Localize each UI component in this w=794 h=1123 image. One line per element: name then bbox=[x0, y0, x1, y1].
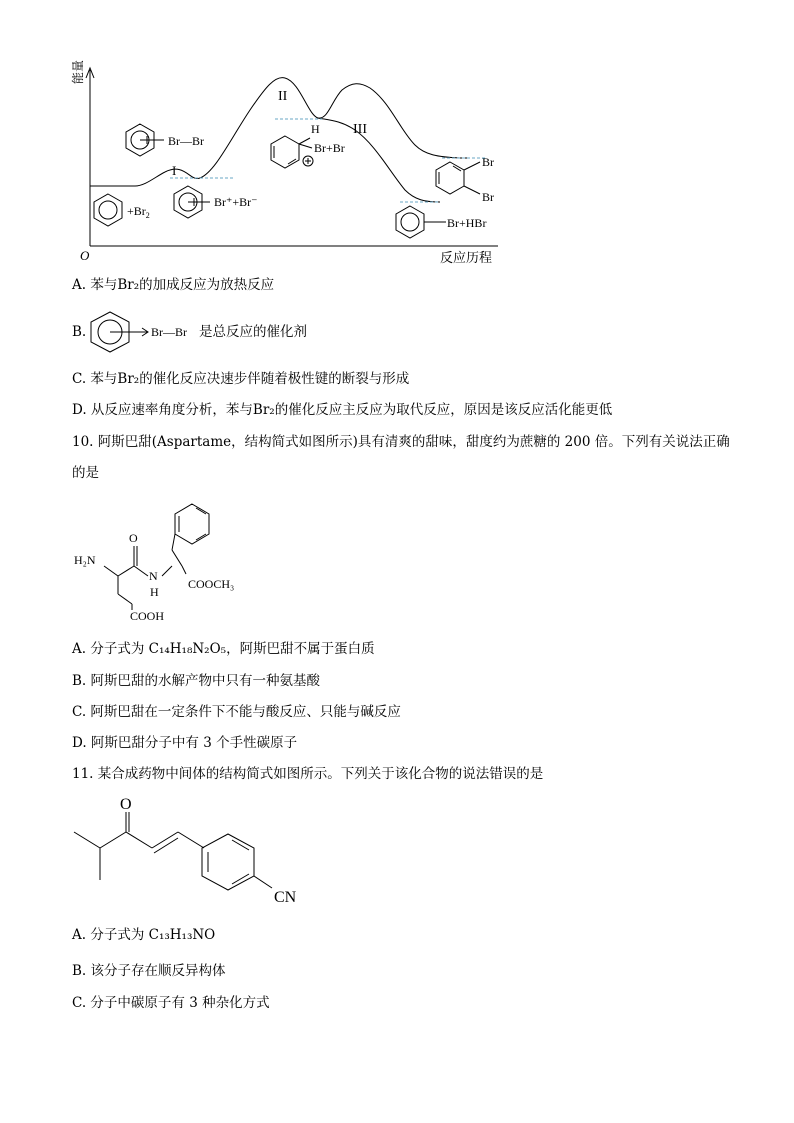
br-hbr-label: Br+HBr bbox=[447, 216, 487, 230]
bromobenzene-product bbox=[396, 206, 446, 238]
label-roman-3: III bbox=[353, 122, 367, 137]
aspartame-o: O bbox=[129, 531, 138, 545]
br-cation-label: Br⁺+Br⁻ bbox=[214, 195, 258, 209]
q11-option-a: A. 分子式为 C₁₃H₁₃NO bbox=[72, 927, 216, 943]
q11-option-b: B. 该分子存在顺反异构体 bbox=[72, 963, 226, 979]
q10-stem-line1: 10. 阿斯巴甜(Aspartame，结构简式如图所示)具有清爽的甜味，甜度约为蔗糖的 200 倍。下列有关说法正确 bbox=[72, 434, 730, 450]
origin-label: O bbox=[80, 248, 90, 263]
q11-option-c: C. 分子中碳原子有 3 种杂化方式 bbox=[72, 995, 270, 1011]
dibromo-br-bottom: Br bbox=[482, 190, 494, 204]
q10-option-b: B. 阿斯巴甜的水解产物中只有一种氨基酸 bbox=[72, 673, 321, 689]
aspartame-h2n: H₂N bbox=[74, 553, 96, 567]
br-br-label: Br—Br bbox=[168, 134, 204, 148]
q11-cn-label: CN bbox=[274, 889, 297, 906]
sigma-complex bbox=[271, 136, 313, 168]
q9-option-b-prefix: B. bbox=[72, 324, 87, 340]
curve-start-segment bbox=[90, 172, 165, 186]
aspartame-h: H bbox=[150, 585, 159, 599]
energy-profile-diagram bbox=[60, 60, 520, 270]
label-roman-2: II bbox=[278, 89, 288, 104]
q11-o-label: O bbox=[120, 796, 132, 813]
q10-option-c: C. 阿斯巴甜在一定条件下不能与酸反应、只能与碱反应 bbox=[72, 704, 401, 720]
y-axis-label: 能量 bbox=[71, 60, 85, 84]
x-axis-label: 反应历程 bbox=[440, 250, 493, 265]
sigma-br-label: Br+Br bbox=[314, 141, 345, 155]
q9-option-b bbox=[72, 323, 86, 341]
curve-substitution-branch bbox=[318, 118, 440, 202]
q10-stem-line2: 的是 bbox=[72, 465, 99, 481]
q9-option-d: D. 从反应速率角度分析，苯与Br₂的催化反应主反应为取代反应，原因是该反应活化能更低 bbox=[72, 402, 613, 418]
benzene-start bbox=[94, 194, 122, 226]
dibromo-product bbox=[436, 162, 480, 194]
dibromo-br-top: Br bbox=[482, 155, 494, 169]
q10-option-a: A. 分子式为 C₁₄H₁₈N₂O₅，阿斯巴甜不属于蛋白质 bbox=[72, 641, 375, 657]
label-roman-1: I bbox=[172, 163, 177, 178]
aspartame-cooch3: COOCH₃ bbox=[188, 577, 235, 591]
aspartame-structure bbox=[72, 498, 262, 626]
q9-option-c: C. 苯与Br₂的催化反应决速步伴随着极性键的断裂与形成 bbox=[72, 371, 410, 387]
q9-option-b-structure bbox=[88, 308, 198, 356]
aspartame-cooh: COOH bbox=[130, 609, 165, 623]
aspartame-n: N bbox=[149, 569, 158, 583]
plus-br2-label: $+Br_2$ bbox=[127, 204, 150, 220]
dashed-levels bbox=[170, 119, 485, 202]
q9-option-b-br-br: Br—Br bbox=[151, 325, 187, 339]
q10-option-d: D. 阿斯巴甜分子中有 3 个手性碳原子 bbox=[72, 735, 298, 751]
q9-option-a: A. 苯与Br₂的加成反应为放热反应 bbox=[72, 277, 275, 293]
q9-option-b-text: 是总反应的催化剂 bbox=[199, 324, 307, 340]
q11-structure bbox=[72, 796, 312, 912]
benzene-bromonium-complex bbox=[174, 186, 210, 218]
benzene-bromine-complex bbox=[126, 124, 164, 156]
q11-stem: 11. 某合成药物中间体的结构简式如图所示。下列关于该化合物的说法错误的是 bbox=[72, 766, 544, 782]
sigma-h-label: H bbox=[311, 122, 320, 136]
